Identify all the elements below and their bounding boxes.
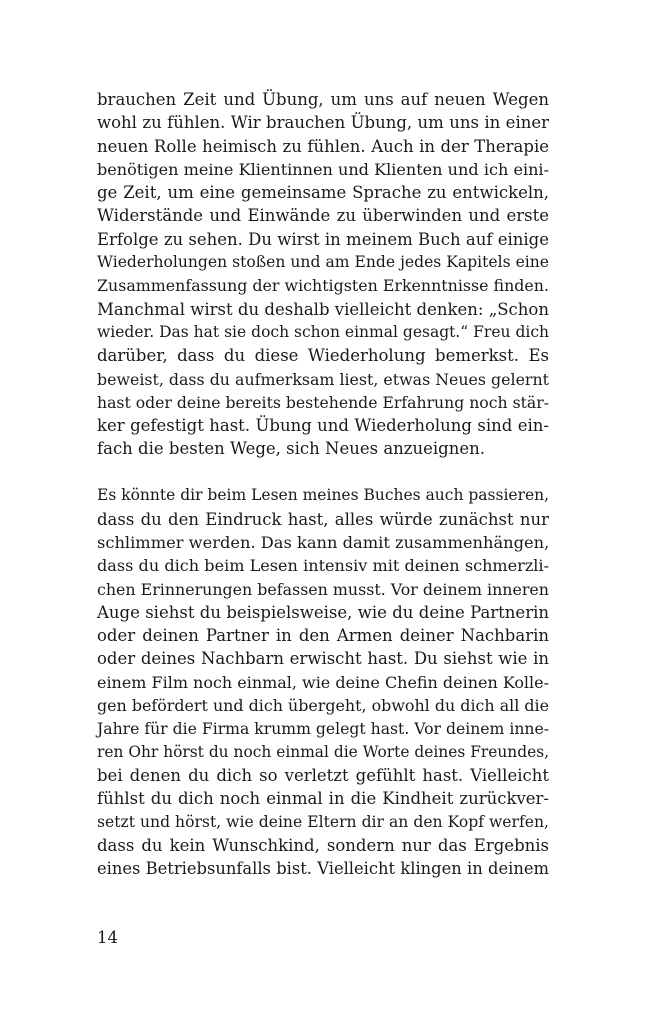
text-line: fühlst du dich noch einmal in die Kindheit zurückver- (97, 789, 549, 809)
text-line: dass du den Eindruck hast, alles würde zunächst nur (97, 509, 549, 529)
text-line: Manchmal wirst du deshalb vielleicht denken: „Schon (97, 299, 549, 319)
text-line: dass du dich beim Lesen intensiv mit deinen schmerzli- (97, 556, 549, 576)
text-line: brauchen Zeit und Übung, um uns auf neuen Wegen (97, 90, 549, 109)
text-line: Wiederholungen stoßen und am Ende jedes Kapitels eine (97, 253, 549, 272)
text-line: benötigen meine Klientinnen und Klienten und ich eini- (97, 159, 549, 179)
text-line: neuen Rolle heimisch zu fühlen. Auch in der Therapie (97, 136, 549, 156)
page-number: 14 (97, 928, 118, 947)
text-line: oder deinen Partner in den Armen deiner Nachbarin (97, 626, 549, 646)
text-line: hast oder deine bereits bestehende Erfahrung noch stär- (97, 392, 549, 412)
text-line: wohl zu fühlen. Wir brauchen Übung, um uns in einer (97, 113, 549, 133)
text-line: Jahre für die Firma krumm gelegt hast. Vor deinem inne- (97, 719, 549, 739)
book-page-text (97, 88, 549, 880)
text-line: schlimmer werden. Das kann damit zusammenhängen, (97, 532, 550, 552)
text-line: fach die besten Wege, sich Neues anzueignen. (97, 439, 485, 459)
text-line: Auge siehst du beispielsweise, wie du deine Partnerin (97, 602, 549, 622)
text-line: wieder. Das hat sie doch schon einmal gesagt.“ Freu dich (97, 322, 549, 341)
text-line: ker gefestigt hast. Übung und Wiederholung sind ein- (97, 416, 549, 436)
text-line: oder deines Nachbarn erwischt hast. Du siehst wie in (97, 649, 549, 669)
text-line: darüber, dass du diese Wiederholung bemerkst. Es (97, 346, 549, 366)
text-line: Es könnte dir beim Lesen meines Buches auch passieren, (97, 486, 550, 505)
text-line: dass du kein Wunschkind, sondern nur das Ergebnis (97, 835, 549, 855)
text-line: beweist, dass du aufmerksam liest, etwas Neues gelernt (97, 369, 549, 389)
text-line: ge Zeit, um eine gemeinsame Sprache zu entwickeln, (97, 183, 549, 203)
text-line: Zusammenfassung der wichtigsten Erkenntnisse finden. (97, 276, 550, 296)
paragraph-1 (97, 88, 549, 461)
paragraph-2 (97, 484, 549, 880)
text-line: Erfolge zu sehen. Du wirst in meinem Buch auf einige (97, 229, 549, 249)
text-line: Widerstände und Einwände zu überwinden und erste (97, 206, 549, 226)
text-line: ren Ohr hörst du noch einmal die Worte deines Freundes, (97, 742, 549, 761)
text-line: chen Erinnerungen befassen musst. Vor deinem inneren (97, 579, 549, 599)
text-line: einem Film noch einmal, wie deine Chefin deinen Kolle- (97, 672, 549, 692)
text-line: gen befördert und dich übergeht, obwohl du dich all die (97, 696, 549, 716)
text-line: eines Betriebsunfalls bist. Vielleicht klingen in deinem (97, 859, 549, 879)
paragraph-spacer (97, 461, 549, 485)
text-line: bei denen du dich so verletzt gefühlt hast. Vielleicht (97, 765, 549, 785)
text-line: setzt und hörst, wie deine Eltern dir an den Kopf werfen, (97, 812, 549, 831)
